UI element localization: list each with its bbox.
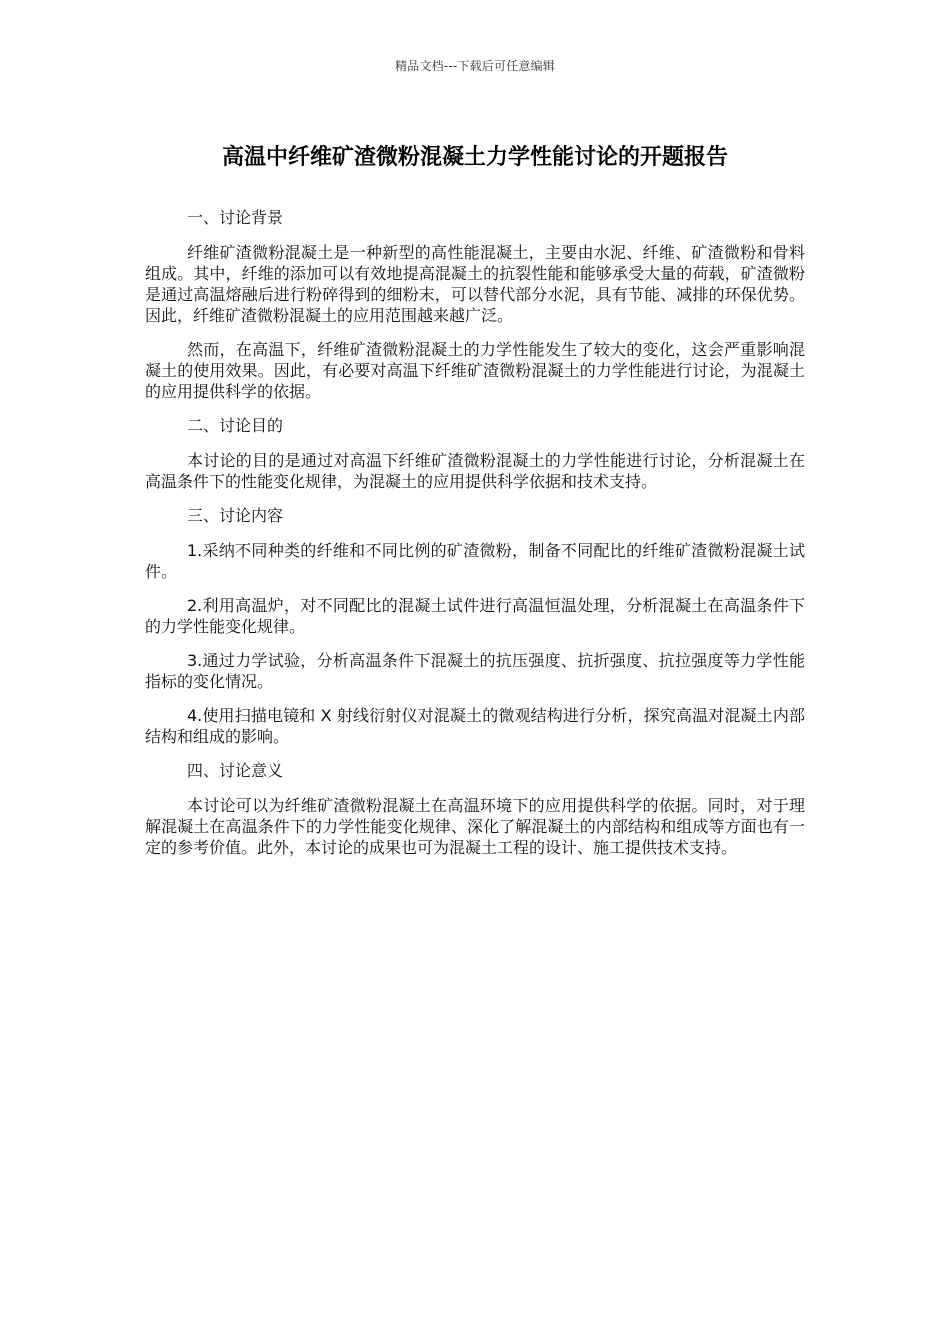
section-heading-purpose: 二、讨论目的: [187, 416, 284, 435]
document-title: 高温中纤维矿渣微粉混凝土力学性能讨论的开题报告: [221, 145, 728, 170]
content-item-4: 4.使用扫描电镜和 X 射线衍射仪对混凝土的微观结构进行分析，探究高温对混凝土内部结构和组成的影响。: [145, 706, 805, 746]
background-paragraph-1: 纤维矿渣微粉混凝土是一种新型的高性能混凝土，主要由水泥、纤维、矿渣微粉和骨料组成。其中，纤维的添加可以有效地提高混凝土的抗裂性能和能够承受大量的荷载，矿渣微粉是通过高温熔融后进行粉碎得到的细粉末，可以替代部分水泥，具有节能、减排的环保优势。因此，纤维矿渣微粉混凝土的应用范围越来越广泛。: [145, 243, 805, 325]
section-heading-significance: 四、讨论意义: [187, 761, 284, 780]
significance-paragraph-1: 本讨论可以为纤维矿渣微粉混凝土在高温环境下的应用提供科学的依据。同时，对于理解混凝土在高温条件下的力学性能变化规律、深化了解混凝土的内部结构和组成等方面也有一定的参考价值。此外，本讨论的成果也可为混凝土工程的设计、施工提供技术支持。: [145, 796, 805, 857]
background-paragraph-2: 然而，在高温下，纤维矿渣微粉混凝土的力学性能发生了较大的变化，这会严重影响混凝土的使用效果。因此，有必要对高温下纤维矿渣微粉混凝土的力学性能进行讨论，为混凝土的应用提供科学的依据。: [145, 340, 805, 401]
header-note: 精品文档---下载后可任意编辑: [395, 59, 555, 73]
content-item-1: 1.采纳不同种类的纤维和不同比例的矿渣微粉，制备不同配比的纤维矿渣微粉混凝土试件。: [145, 541, 805, 581]
document-body: [145, 207, 805, 871]
purpose-paragraph-1: 本讨论的目的是通过对高温下纤维矿渣微粉混凝土的力学性能进行讨论，分析混凝土在高温条件下的性能变化规律，为混凝土的应用提供科学依据和技术支持。: [145, 451, 805, 491]
section-heading-content: 三、讨论内容: [187, 506, 284, 525]
section-heading-background: 一、讨论背景: [187, 208, 284, 227]
content-item-2: 2.利用高温炉，对不同配比的混凝土试件进行高温恒温处理，分析混凝土在高温条件下的力学性能变化规律。: [145, 596, 805, 636]
content-item-3: 3.通过力学试验，分析高温条件下混凝土的抗压强度、抗折强度、抗拉强度等力学性能指标的变化情况。: [145, 651, 805, 691]
